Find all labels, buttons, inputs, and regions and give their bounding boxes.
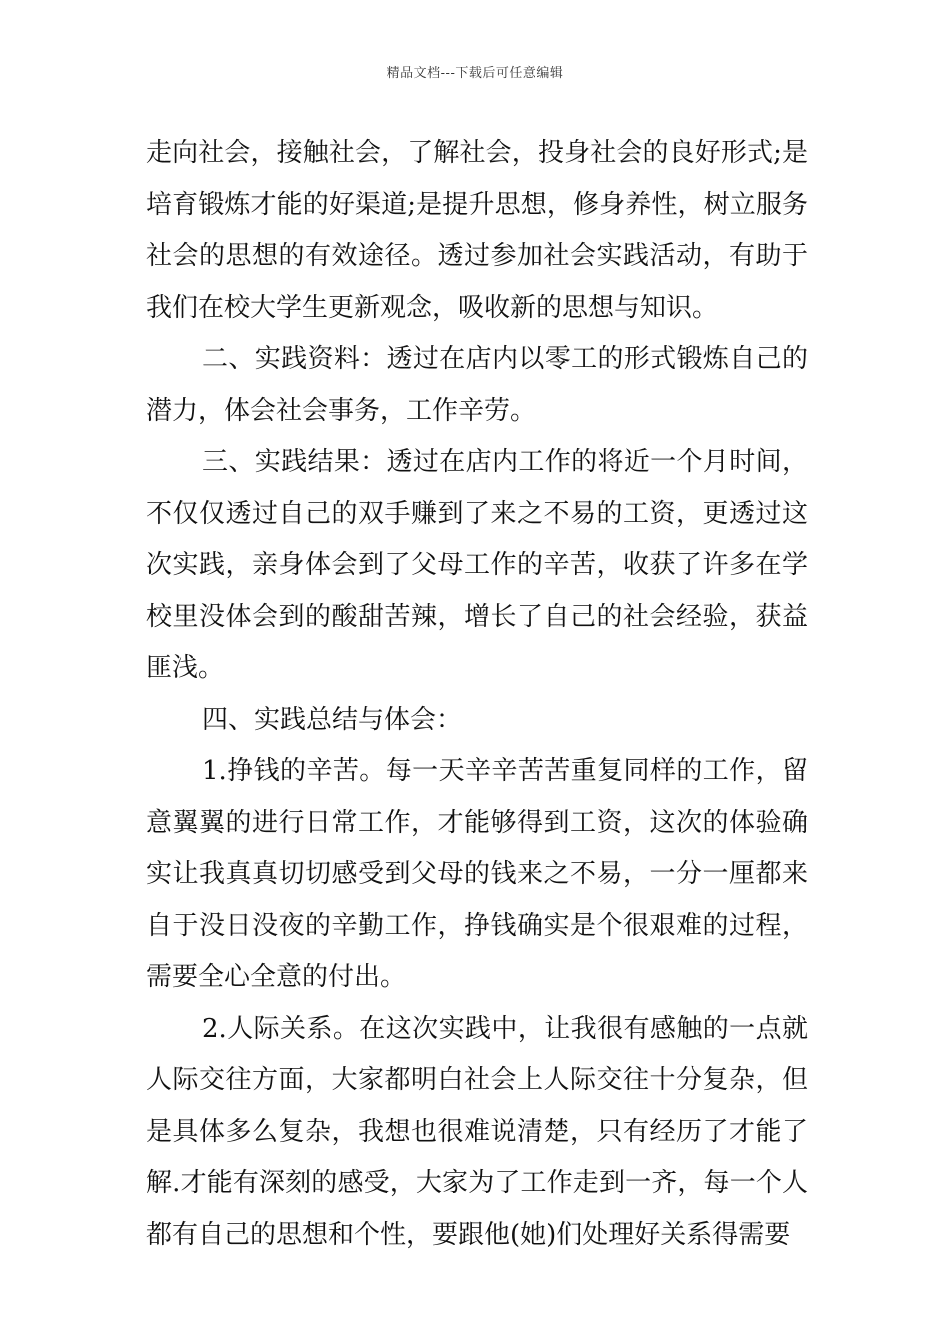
section-heading-summary: 四、实践总结与体会： (202, 704, 463, 735)
paragraph-practice-content: 二、实践资料：透过在店内以零工的形式锻炼自己的潜力，体会社会事务，工作辛劳。 (146, 344, 808, 426)
paragraph-practice-results: 三、实践结果：透过在店内工作的将近一个月时间，不仅仅透过自己的双手赚到了来之不易的工资，更透过这次实践，亲身体会到了父母工作的辛苦，收获了许多在学校里没体会到的酸甜苦辣，增长了自己的社会经验，获益匪浅。 (146, 447, 808, 683)
paragraph-point-2: 2.人际关系。在这次实践中，让我很有感触的一点就人际交往方面，大家都明白社会上人际交往十分复杂，但是具体多么复杂，我想也很难说清楚，只有经历了才能了解.才能有深刻的感受，大家为了工作走到一齐，每一个人都有自己的思想和个性，要跟他(她)们处理好关系得需要 (146, 1013, 808, 1250)
document-body (146, 128, 808, 1261)
paragraph-point-1: 1.挣钱的辛苦。每一天辛辛苦苦重复同样的工作，留意翼翼的进行日常工作，才能够得到工资，这次的体验确实让我真真切切感受到父母的钱来之不易，一分一厘都来自于没日没夜的辛勤工作，挣钱确实是个很艰难的过程，需要全心全意的付出。 (146, 756, 808, 992)
paragraph-intro-continued: 走向社会，接触社会，了解社会，投身社会的良好形式;是培育锻炼才能的好渠道;是提升思想，修身养性，树立服务社会的思想的有效途径。透过参加社会实践活动，有助于我们在校大学生更新观念，吸收新的思想与知识。 (146, 138, 808, 323)
page-header-watermark: 精品文档---下载后可任意编辑 (386, 66, 564, 81)
